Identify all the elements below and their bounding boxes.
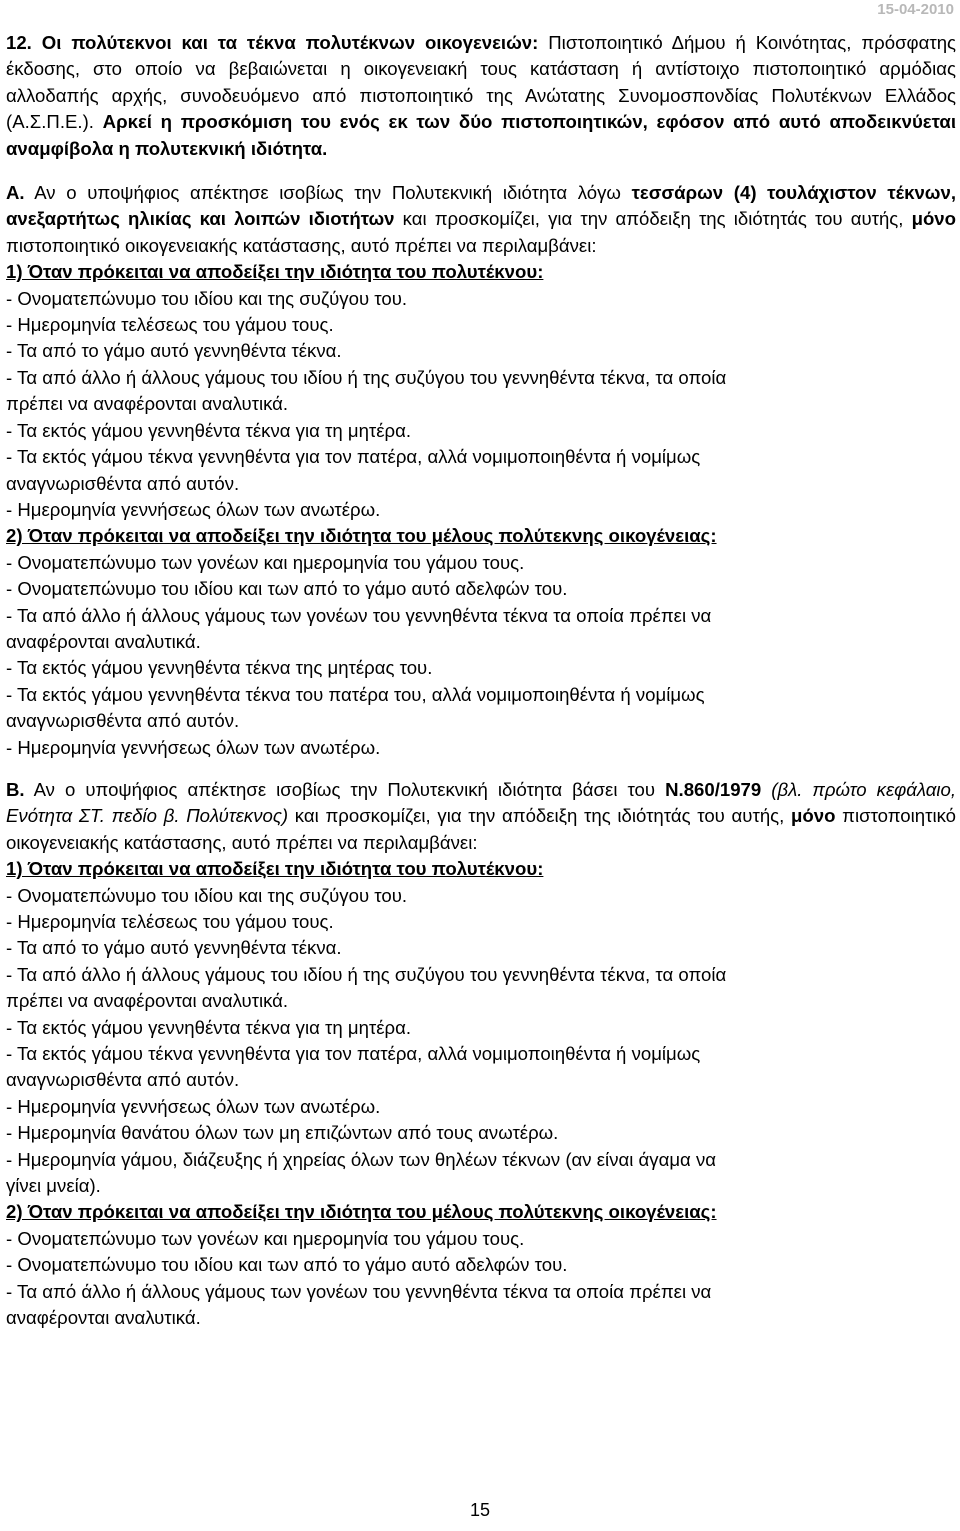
list-item: πρέπει να αναφέρονται αναλυτικά. xyxy=(6,393,289,415)
list-item: - Ονοματεπώνυμο του ιδίου και της συζύγου του. xyxy=(6,287,408,309)
list-item: αναγνωρισθέντα από αυτόν. xyxy=(6,710,240,732)
part-a-heading-1-text: 1) Όταν πρόκειται να αποδείξει την ιδιότητα του πολυτέκνου: xyxy=(6,261,544,283)
list-item: γίνει μνεία). xyxy=(6,1175,101,1197)
list-item: αναφέρονται αναλυτικά. xyxy=(6,1307,201,1329)
list-item: αναφέρονται αναλυτικά. xyxy=(6,630,201,652)
header-date: 15-04-2010 xyxy=(877,1,954,18)
list-item: - Ονοματεπώνυμο του ιδίου και των από το γάμο αυτό αδελφών του. xyxy=(6,578,568,600)
part-b-text-2: και προσκομίζει, για την απόδειξη της ιδιότητάς του αυτής, xyxy=(288,805,791,827)
part-a-text-1: Αν ο υποψήφιος απέκτησε ισοβίως την Πολυτεκνική ιδιότητα λόγω xyxy=(24,182,632,204)
list-item: - Ημερομηνία γεννήσεως όλων των ανωτέρω. xyxy=(6,736,381,758)
section-text: Πιστοποιητικό Δήμου ή Κοινότητας, πρόσφατης έκδοσης, στο οποίο να βεβαιώνεται η οικογενειακή τους κατάσταση ή αντίστοιχο πιστοποιητικό αρμόδιας αλλοδαπής αρχής, συνοδευόμενο από πιστοποιητικό της Ανώτατης Συνομοσπονδίας Πολυτέκνων Ελλάδος (Α.Σ.Π.Ε.). xyxy=(6,32,956,133)
list-item: πρέπει να αναφέρονται αναλυτικά. xyxy=(6,990,289,1012)
part-b-heading-1 xyxy=(6,856,956,882)
part-b-heading-2 xyxy=(6,1199,956,1225)
part-b-text-3: πιστοποιητικό οικογενειακής κατάστασης, αυτό πρέπει να περιλαμβάνει: xyxy=(6,805,956,853)
list-item: - Τα εκτός γάμου γεννηθέντα τέκνα για τη μητέρα. xyxy=(6,1016,412,1038)
page-number: 15 xyxy=(469,1500,491,1520)
list-item: - Ημερομηνία γεννήσεως όλων των ανωτέρω. xyxy=(6,1095,381,1117)
part-a-text-2: και προσκομίζει, για την απόδειξη της ιδιότητάς του αυτής, xyxy=(394,208,912,230)
part-b-text-1: Αν ο υποψήφιος απέκτησε ισοβίως την Πολυτεκνική ιδιότητα βάσει του xyxy=(24,778,666,800)
list-item: - Τα εκτός γάμου τέκνα γεννηθέντα για τον πατέρα, αλλά νομιμοποιηθέντα ή νομίμως xyxy=(6,1043,701,1065)
list-item: - Ημερομηνία γάμου, διάζευξης ή χηρείας όλων των θηλέων τέκνων (αν είναι άγαμα να xyxy=(6,1148,717,1170)
part-b-italic-ref: (βλ. πρώτο κεφάλαιο, Ενότητα ΣΤ. πεδίο β. Πολύτεκνος) xyxy=(6,778,956,827)
list-item: - Ονοματεπώνυμο του ιδίου και της συζύγου του. xyxy=(6,884,408,906)
part-b-label: Β. xyxy=(6,778,25,800)
list-item: - Τα από άλλο ή άλλους γάμους του ιδίου ή της συζύγου του γεννηθέντα τέκνα, τα οποία xyxy=(6,366,727,388)
part-a-intro xyxy=(6,180,956,259)
list-item: - Τα εκτός γάμου τέκνα γεννηθέντα για τον πατέρα, αλλά νομιμοποιηθέντα ή νομίμως xyxy=(6,446,701,468)
part-b-heading-2-text: 2) Όταν πρόκειται να αποδείξει την ιδιότητα του μέλους πολύτεκνης οικογένειας: xyxy=(6,1201,717,1223)
list-item: - Τα εκτός γάμου γεννηθέντα τέκνα του πατέρα του, αλλά νομιμοποιηθέντα ή νομίμως xyxy=(6,683,705,705)
part-b-law-ref: Ν.860/1979 xyxy=(665,778,762,800)
list-item: - Ημερομηνία θανάτου όλων των μη επιζώντων από τους ανωτέρω. xyxy=(6,1122,559,1144)
part-a-heading-2-text: 2) Όταν πρόκειται να αποδείξει την ιδιότητα του μέλους πολύτεκνης οικογένειας: xyxy=(6,525,717,547)
part-a-label: Α. xyxy=(6,182,25,204)
part-b-list-2 xyxy=(6,1226,956,1332)
part-b-bold-2: μόνο xyxy=(791,805,836,827)
part-a-bold-1: τεσσάρων (4) τουλάχιστον τέκνων, ανεξαρτήτως ηλικίας και λοιπών ιδιοτήτων xyxy=(6,182,956,230)
list-item: - Τα από άλλο ή άλλους γάμους των γονέων του γεννηθέντα τέκνα τα οποία πρέπει να xyxy=(6,604,712,626)
list-item: - Ονοματεπώνυμο των γονέων και ημερομηνία του γάμου τους. xyxy=(6,1227,525,1249)
list-item: - Τα από το γάμο αυτό γεννηθέντα τέκνα. xyxy=(6,340,342,362)
list-item: - Τα από το γάμο αυτό γεννηθέντα τέκνα. xyxy=(6,937,342,959)
document-body xyxy=(6,30,956,1332)
part-a-heading-1 xyxy=(6,259,956,285)
list-item: - Τα εκτός γάμου γεννηθέντα τέκνα της μητέρας του. xyxy=(6,657,433,679)
part-a-bold-2: μόνο xyxy=(911,208,956,230)
list-item: - Ημερομηνία γεννήσεως όλων των ανωτέρω. xyxy=(6,498,381,520)
section-title: Οι πολύτεκνοι και τα τέκνα πολυτέκνων οικογενειών: xyxy=(41,32,539,53)
part-a-list-1 xyxy=(6,286,956,524)
list-item: - Ημερομηνία τελέσεως του γάμου τους. xyxy=(6,911,334,932)
spacer xyxy=(6,162,956,180)
part-a-heading-2 xyxy=(6,523,956,549)
section-number: 12. xyxy=(6,32,32,53)
section-bold-note: Αρκεί η προσκόμιση του ενός εκ των δύο πιστοποιητικών, εφόσον από αυτό αποδεικνύεται αναμφίβολα η πολυτεκνική ιδιότητα. xyxy=(6,111,956,159)
list-item: - Ονοματεπώνυμο των γονέων και ημερομηνία του γάμου τους. xyxy=(6,551,525,573)
list-item: - Τα από άλλο ή άλλους γάμους των γονέων του γεννηθέντα τέκνα τα οποία πρέπει να xyxy=(6,1280,712,1302)
list-item: - Τα από άλλο ή άλλους γάμους του ιδίου ή της συζύγου του γεννηθέντα τέκνα, τα οποία xyxy=(6,963,727,985)
part-a-list-2 xyxy=(6,550,956,761)
list-item: αναγνωρισθέντα από αυτόν. xyxy=(6,1069,240,1091)
part-a-text-3: πιστοποιητικό οικογενειακής κατάστασης, αυτό πρέπει να περιλαμβάνει: xyxy=(6,234,597,256)
section-12-paragraph xyxy=(6,30,956,162)
part-b-list-1 xyxy=(6,883,956,1200)
spacer xyxy=(6,761,956,777)
part-b-intro xyxy=(6,777,956,856)
list-item: - Τα εκτός γάμου γεννηθέντα τέκνα για τη μητέρα. xyxy=(6,419,412,441)
list-item: - Ονοματεπώνυμο του ιδίου και των από το γάμο αυτό αδελφών του. xyxy=(6,1254,568,1276)
list-item: - Ημερομηνία τελέσεως του γάμου τους. xyxy=(6,314,334,336)
part-b-heading-1-text: 1) Όταν πρόκειται να αποδείξει την ιδιότητα του πολυτέκνου: xyxy=(6,858,544,880)
list-item: αναγνωρισθέντα από αυτόν. xyxy=(6,472,240,494)
